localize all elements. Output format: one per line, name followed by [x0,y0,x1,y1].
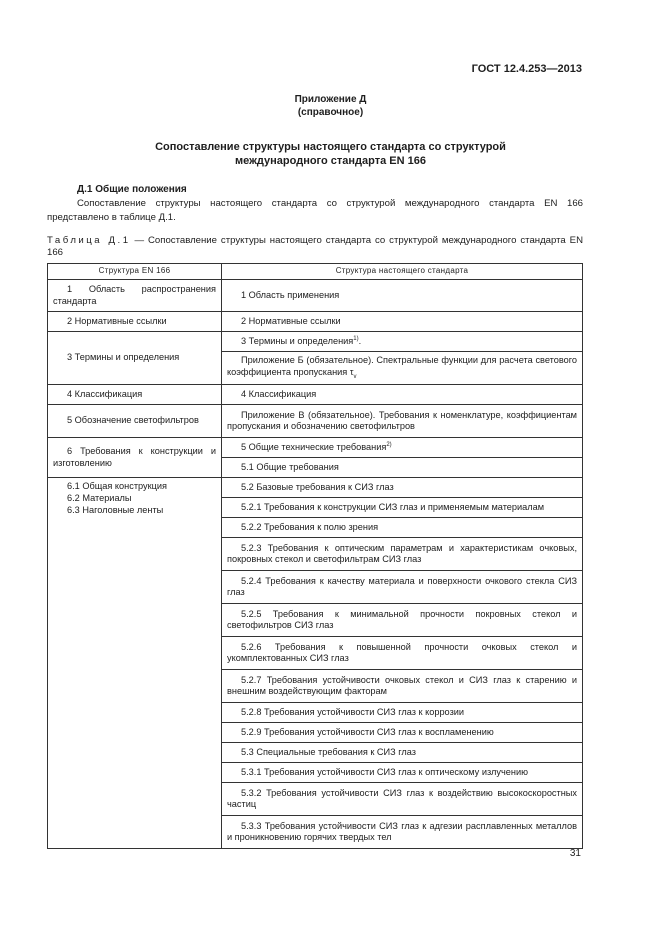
right-cell: 5.3.2 Требования устойчивости СИЗ глаз к воздействию высокоскоростных частиц [222,783,583,816]
right-cell-text: Приложение Б (обязательное). Спектральные функции для расчета светового коэффициента пропускания [227,355,577,377]
right-cell: 5.2.1 Требования к конструкции СИЗ глаз и применяемым материалам [222,498,583,518]
right-cell-text: 3 Термины и определения [241,335,354,346]
right-cell: 5.3 Специальные требования к СИЗ глаз [222,743,583,763]
tau-subscript: v [353,373,357,380]
table-row [48,280,583,312]
right-cell: 5.3.1 Требования устойчивости СИЗ глаз к оптическому излучению [222,763,583,783]
table-row [48,438,583,458]
table-header-row [48,264,583,280]
table-caption-text: — Сопоставление структуры настоящего стандарта со структурой международного стандарта EN 166 [47,235,584,259]
page-title-line1: Сопоставление структуры настоящего стандарта со структурой [155,141,506,153]
right-cell: 5.2.2 Требования к полю зрения [222,518,583,538]
page-number: 31 [569,848,581,859]
right-cell [222,352,583,385]
appendix-subtitle: (справочное) [297,107,364,118]
table-row [48,385,583,405]
page-title-line2: международного стандарта EN 166 [235,155,426,168]
left-cell: 6 Требования к конструкции и изготовлению [48,438,222,478]
section-heading: Д.1 Общие положения [77,184,187,195]
right-cell-text: 5 Общие технические требования [241,441,387,452]
right-cell: 5.2 Базовые требования к СИЗ глаз [222,478,583,498]
left-cell-subitems [48,478,222,849]
right-cell: 2 Нормативные ссылки [222,312,583,332]
tau-symbol: τ [349,366,354,377]
table-caption [47,235,583,260]
right-cell: Приложение В (обязательное). Требования к номенклатуре, коэффициентам пропускания и обозначению светофильтров [222,405,583,438]
right-cell: 4 Классификация [222,385,583,405]
left-cell: 2 Нормативные ссылки [48,312,222,332]
left-cell: 4 Классификация [48,385,222,405]
appendix-heading [0,93,661,119]
table-row [48,478,583,498]
table-row [48,332,583,352]
left-subitem: 6.3 Наголовные ленты [67,504,164,515]
right-cell: 5.3.3 Требования устойчивости СИЗ глаз к адгезии расплавленных металлов и проникновению горячих твердых тел [222,816,583,849]
table-caption-label: Таблица Д.1 [47,235,131,246]
right-cell [222,438,583,458]
comparison-table [47,263,583,849]
right-cell: 5.2.9 Требования устойчивости СИЗ глаз к воспламенению [222,723,583,743]
right-cell-end: . [358,335,362,346]
left-subitem: 6.2 Материалы [67,493,132,504]
right-cell: 5.2.4 Требования к качеству материала и поверхности очкового стекла СИЗ глаз [222,571,583,604]
left-cell: 3 Термины и определения [48,332,222,385]
right-cell: 5.1 Общие требования [222,458,583,478]
right-cell: 1 Область применения [222,280,583,312]
left-subitem: 6.1 Общая конструкция [67,481,168,492]
left-cell: 5 Обозначение светофильтров [48,405,222,438]
left-cell: 1 Область распространения стандарта [48,280,222,312]
document-code: ГОСТ 12.4.253—2013 [471,63,582,75]
table-row [48,405,583,438]
appendix-title: Приложение Д [294,94,367,105]
right-cell: 5.2.5 Требования к минимальной прочности покровных стекол и светофильтров СИЗ глаз [222,604,583,637]
footnote-mark: 2) [386,441,392,448]
section-paragraph: Сопоставление структуры настоящего стандарта со структурой международного стандарта EN 166 представлено в таблице Д.1. [47,198,583,223]
right-cell: 5.2.6 Требования к повышенной прочности очковых стекол и укомплектованных СИЗ глаз [222,637,583,670]
page-title [0,140,661,169]
right-cell [222,332,583,352]
column-header-standard: Структура настоящего стандарта [222,264,583,280]
footnote-mark: 1) [353,335,359,342]
right-cell: 5.2.8 Требования устойчивости СИЗ глаз к коррозии [222,703,583,723]
table-row [48,312,583,332]
right-cell: 5.2.7 Требования устойчивости очковых стекол и СИЗ глаз к старению и внешним воздействующим факторам [222,670,583,703]
right-cell: 5.2.3 Требования к оптическим параметрам и характеристикам очковых, покровных стекол и светофильтрам СИЗ глаз [222,538,583,571]
column-header-en166: Структура EN 166 [48,264,222,280]
